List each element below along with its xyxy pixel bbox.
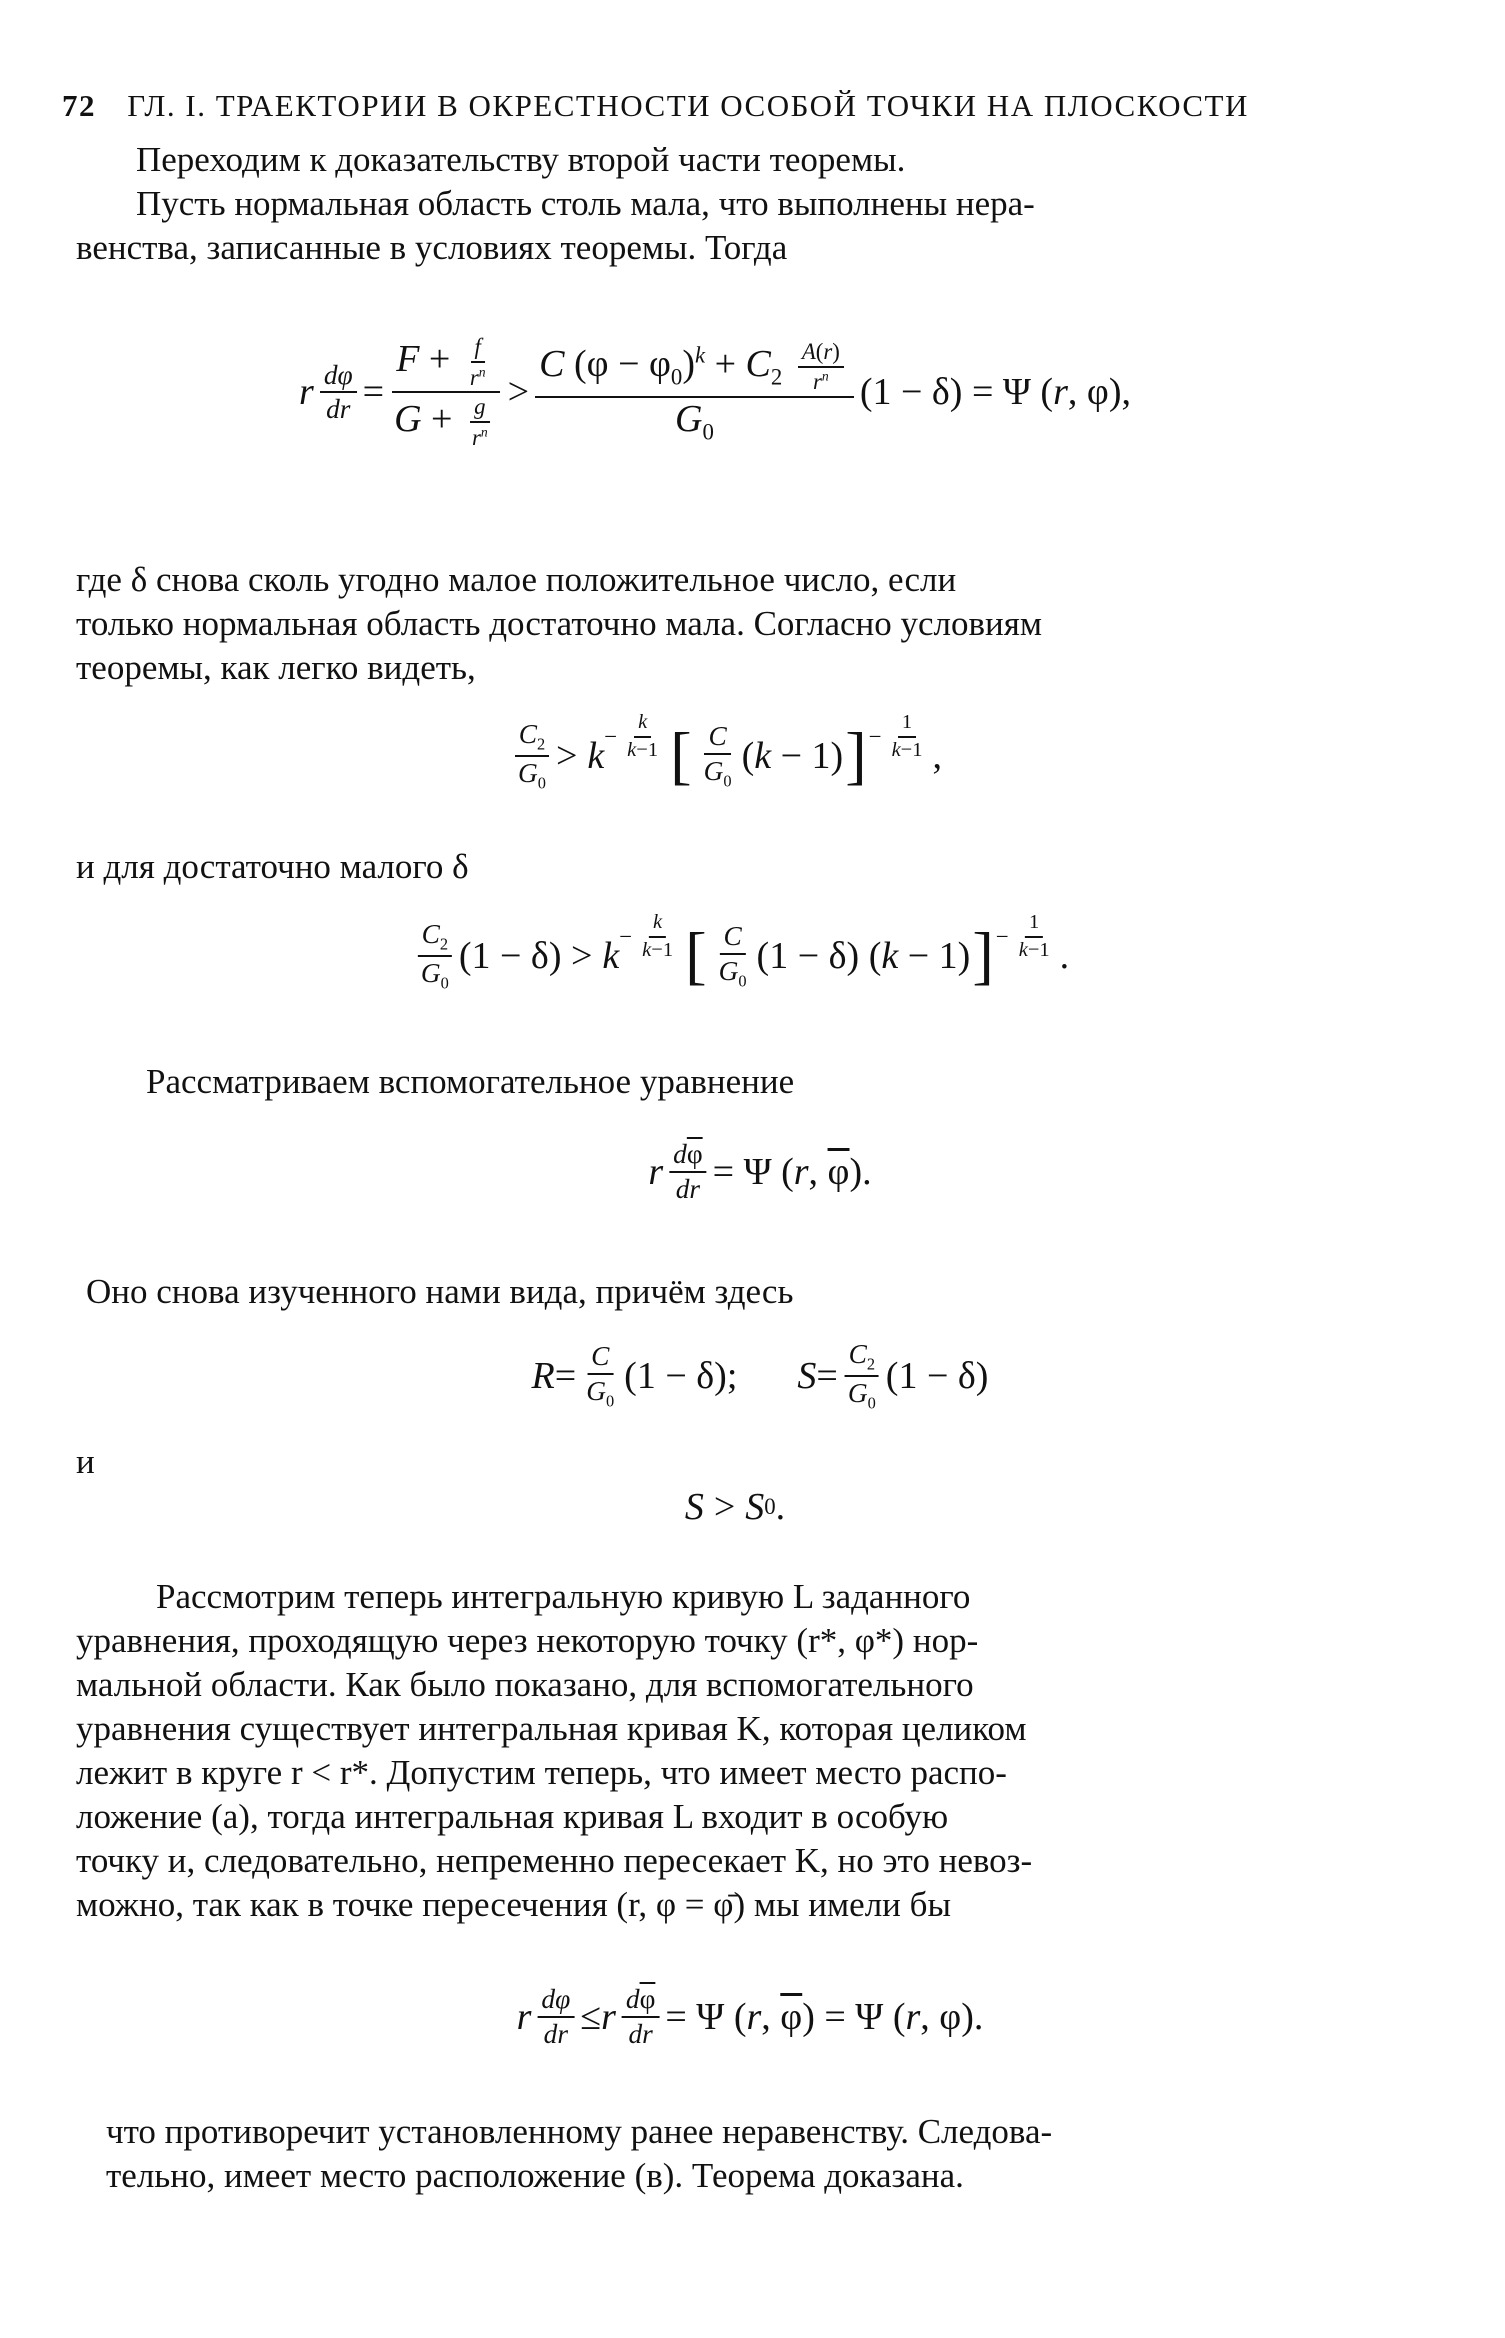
paragraph-small-delta xyxy=(76,845,1396,889)
equation-5-formula: R = $\frac{C}{G_0}$ (1 − δ); S = $\frac{C_2}{G_0}$ (1 − δ) xyxy=(531,1339,989,1413)
text-line: венства, записанные в условиях теоремы. Тогда xyxy=(76,228,788,267)
text-line: точку и, следовательно, непременно пересекает K, но это невоз- xyxy=(76,1841,1033,1880)
paragraph-curve-l xyxy=(76,1575,1396,1927)
text-line: Пусть нормальная область столь мала, что выполнены нера- xyxy=(136,184,1035,223)
text-line: что противоречит установленному ранее неравенству. Следова- xyxy=(106,2112,1053,2151)
text-line: уравнения, проходящую через некоторую точку (r*, φ*) нор- xyxy=(76,1621,979,1660)
text-line: Рассматриваем вспомогательное уравнение xyxy=(146,1062,795,1101)
equation-5 xyxy=(0,1339,1505,1413)
text-line: и xyxy=(76,1442,95,1481)
equation-4 xyxy=(0,1139,1505,1204)
paragraph-auxiliary xyxy=(76,1060,1396,1104)
equation-7-formula: r $\frac{d\varphi}{dr}$ ≤ r $\frac{d\overline{\varphi}}{dr}$ = Ψ (r, $\overline{\varphi}) = \Psi$ (r, φ). xyxy=(516,1984,984,2049)
equation-6-formula: S > S 0 . xyxy=(684,1486,786,1528)
text-line: Оно снова изученного нами вида, причём здесь xyxy=(86,1272,794,1311)
text-line: тельно, имеет место расположение (в). Теорема доказана. xyxy=(106,2156,964,2195)
equation-4-formula: r $\frac{d\overline{\varphi}}{dr}$ = Ψ (r, $\overline{\varphi}$). xyxy=(648,1139,872,1204)
equation-2-formula: $\frac{C_2}{G_0}$ > k − $\frac{k}{k-1}$ [ $\frac{C}{G_0}$ (k − 1) ] − $\frac{1}{k-1}$ , xyxy=(508,720,942,791)
running-header xyxy=(62,88,1412,124)
paragraph-and xyxy=(76,1440,1396,1484)
text-line: можно, так как в точке пересечения (r, φ = φ̄) мы имели бы xyxy=(76,1885,951,1924)
text-line: где δ снова сколь угодно малое положительное число, если xyxy=(76,560,957,599)
equation-7 xyxy=(0,1984,1505,2049)
paragraph-form xyxy=(76,1270,1396,1314)
text-line: только нормальная область достаточно мала. Согласно условиям xyxy=(76,604,1043,643)
paragraph-proof-intro xyxy=(76,138,1396,270)
text-line: теоремы, как легко видеть, xyxy=(76,648,476,687)
running-title: ГЛ. I. ТРАЕКТОРИИ В ОКРЕСТНОСТИ ОСОБОЙ ТОЧКИ НА ПЛОСКОСТИ xyxy=(127,88,1249,123)
equation-1 xyxy=(0,334,1505,450)
equation-6 xyxy=(0,1485,1505,1528)
text-line: Рассмотрим теперь интегральную кривую L заданного xyxy=(156,1577,971,1616)
text-line: лежит в круге r < r*. Допустим теперь, что имеет место распо- xyxy=(76,1753,1007,1792)
text-line: Переходим к доказательству второй части теоремы. xyxy=(136,140,906,179)
page-number: 72 xyxy=(62,88,96,123)
text-line: уравнения существует интегральная кривая K, которая целиком xyxy=(76,1709,1027,1748)
text-line: и для достаточно малого δ xyxy=(76,847,469,886)
text-line: ложение (а), тогда интегральная кривая L входит в особую xyxy=(76,1797,949,1836)
paragraph-conclusion xyxy=(76,2110,1396,2198)
text-line: мальной области. Как было показано, для вспомогательного xyxy=(76,1665,974,1704)
paragraph-delta xyxy=(76,558,1396,690)
equation-1-formula: r $\frac{d\varphi}{dr}$ = F + $\frac{f}{r^n}$ G + $\frac{g}{r^n}$ > C $(\varphi - \varphi_0)^k + C_2$ $\frac{A(r)}{r^n}$ $G_0$ (1 − δ) = Ψ (r, φ), xyxy=(299,334,1131,450)
equation-2 xyxy=(0,711,1505,793)
equation-3 xyxy=(0,911,1505,993)
equation-3-formula: $\frac{C_2}{G_0}$ (1 − δ) > k − $\frac{k}{k-1}$ [ $\frac{C}{G_0}$ (1 − δ) (k − 1) ] − $\frac{1}{k-1}$ . xyxy=(411,920,1069,991)
